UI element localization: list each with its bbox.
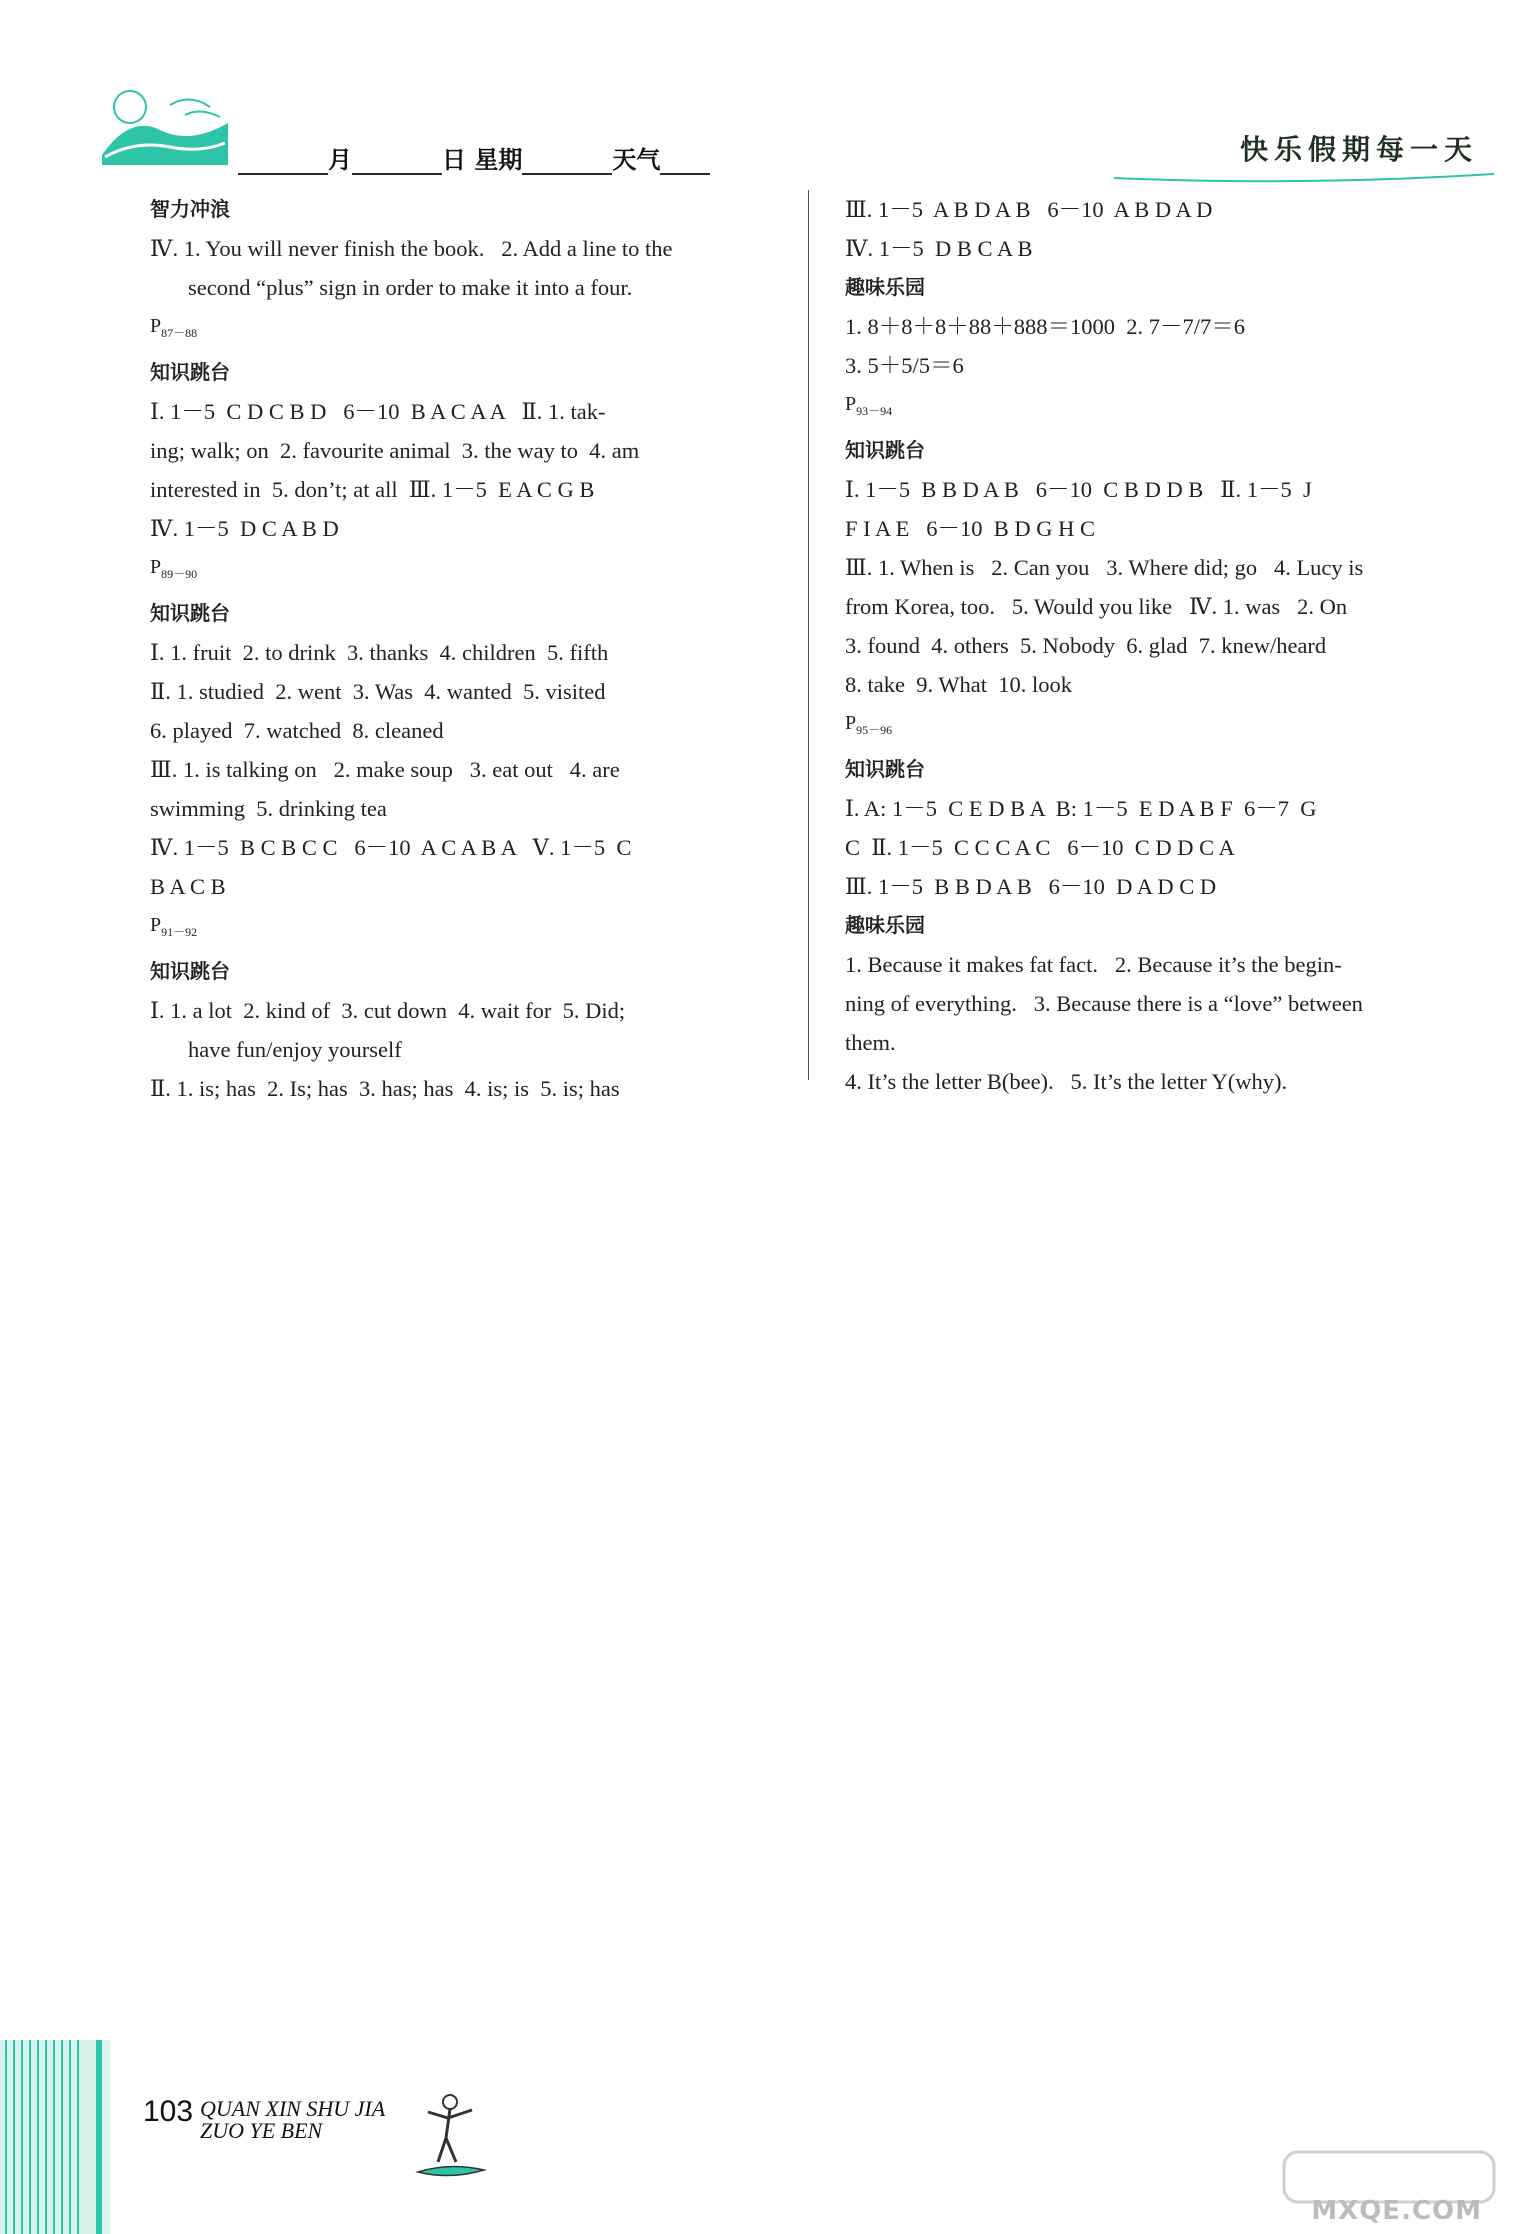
page-prefix: P <box>845 393 857 415</box>
brand-line-1: QUAN XIN SHU JIA <box>200 2096 386 2121</box>
answer-column-left <box>150 190 770 1108</box>
weather-label: 天气 <box>612 146 661 174</box>
answer-column-right <box>845 190 1465 1101</box>
answer-line: Ⅲ. 1. is talking on 2. make soup 3. eat out 4. are <box>150 757 620 782</box>
answer-line: 1. Because it makes fat fact. 2. Because it’s the begin- <box>845 952 1342 977</box>
header-motto: 快乐假期每一天 <box>1239 133 1478 166</box>
section-heading: 智力冲浪 <box>150 197 230 221</box>
page-range-label <box>150 307 770 353</box>
answer-line: swimming 5. drinking tea <box>150 796 387 821</box>
section-heading: 知识跳台 <box>845 757 925 781</box>
answer-line: 4. It’s the letter B(bee). 5. It’s the letter Y(why). <box>845 1069 1288 1094</box>
answer-line: 1. 8＋8＋8＋88＋888＝1000 2. 7－7/7＝6 <box>845 314 1246 339</box>
answer-line: Ⅰ. 1－5 B B D A B 6－10 C B D D B Ⅱ. 1－5 J <box>845 477 1312 502</box>
answer-line: Ⅱ. 1. studied 2. went 3. Was 4. wanted 5. visited <box>150 679 606 704</box>
answer-line: Ⅳ. 1－5 D C A B D <box>150 516 339 541</box>
month-label: 月 <box>328 146 352 174</box>
page-range-label <box>845 704 1465 750</box>
landscape-logo-icon <box>100 85 230 165</box>
surfer-figure-icon <box>410 2088 490 2188</box>
answer-line: Ⅳ. 1－5 D B C A B <box>845 236 1033 261</box>
page-prefix: P <box>150 315 162 337</box>
answer-line: Ⅲ. 1－5 B B D A B 6－10 D A D C D <box>845 874 1217 899</box>
answer-line: C Ⅱ. 1－5 C C C A C 6－10 C D D C A <box>845 835 1235 860</box>
page-range: 95－96 <box>856 723 893 737</box>
decorative-stripe-strip-icon <box>0 2040 110 2234</box>
answer-line: interested in 5. don’t; at all Ⅲ. 1－5 E A C G B <box>150 477 595 502</box>
page-range: 91－92 <box>161 925 198 939</box>
answer-line: Ⅳ. 1. You will never finish the book. 2. Add a line to the <box>150 236 673 261</box>
page-range: 89－90 <box>161 567 198 581</box>
answer-line: B A C B <box>150 874 226 899</box>
answer-line: 8. take 9. What 10. look <box>845 672 1073 697</box>
answer-line: F I A E 6－10 B D G H C <box>845 516 1096 541</box>
answer-line: Ⅳ. 1－5 B C B C C 6－10 A C A B A Ⅴ. 1－5 C <box>150 835 632 860</box>
page-range-label <box>845 385 1465 431</box>
page-prefix: P <box>150 556 162 578</box>
answer-line: Ⅰ. 1. a lot 2. kind of 3. cut down 4. wait for 5. Did; <box>150 998 626 1023</box>
page-number: 103 <box>143 2095 194 2128</box>
answer-line: Ⅰ. 1－5 C D C B D 6－10 B A C A A Ⅱ. 1. tak- <box>150 399 606 424</box>
answer-line: Ⅰ. 1. fruit 2. to drink 3. thanks 4. children 5. fifth <box>150 640 609 665</box>
answer-line: have fun/enjoy yourself <box>188 1037 402 1062</box>
motto-underline-swoosh-icon <box>1114 170 1494 186</box>
answer-line: Ⅰ. A: 1－5 C E D B A B: 1－5 E D A B F 6－7 G <box>845 796 1317 821</box>
day-weekday-label: 日 星期 <box>442 146 523 174</box>
section-heading: 知识跳台 <box>150 601 230 625</box>
page-range-label <box>150 906 770 952</box>
column-divider <box>808 190 809 1080</box>
section-heading: 趣味乐园 <box>845 275 925 299</box>
answer-line: 6. played 7. watched 8. cleaned <box>150 718 444 743</box>
section-heading: 知识跳台 <box>845 438 925 462</box>
answer-line: second “plus” sign in order to make it into a four. <box>188 275 633 300</box>
page-range: 93－94 <box>856 404 893 418</box>
answer-line: 3. found 4. others 5. Nobody 6. glad 7. knew/heard <box>845 633 1327 658</box>
page-range: 87－88 <box>161 326 198 340</box>
header-date-line <box>238 140 710 175</box>
watermark-text: MXQE.COM <box>1311 2196 1482 2226</box>
page-prefix: P <box>845 712 857 734</box>
brand-name <box>200 2098 385 2142</box>
section-heading: 知识跳台 <box>150 360 230 384</box>
section-heading: 趣味乐园 <box>845 913 925 937</box>
watermark <box>1274 2146 1504 2234</box>
page-range-label <box>150 548 770 594</box>
section-heading: 知识跳台 <box>150 959 230 983</box>
answer-line: Ⅱ. 1. is; has 2. Is; has 3. has; has 4. is; is 5. is; has <box>150 1076 620 1101</box>
brand-line-2: ZUO YE BEN <box>200 2118 323 2143</box>
answer-line: 3. 5＋5/5＝6 <box>845 353 964 378</box>
answer-line: Ⅲ. 1. When is 2. Can you 3. Where did; go 4. Lucy is <box>845 555 1364 580</box>
answer-line: ning of everything. 3. Because there is a “love” between <box>845 991 1363 1016</box>
answer-line: ing; walk; on 2. favourite animal 3. the way to 4. am <box>150 438 640 463</box>
answer-line: from Korea, too. 5. Would you like Ⅳ. 1. was 2. On <box>845 594 1348 619</box>
answer-line: them. <box>845 1030 896 1055</box>
answer-line: Ⅲ. 1－5 A B D A B 6－10 A B D A D <box>845 197 1213 222</box>
page-prefix: P <box>150 914 162 936</box>
